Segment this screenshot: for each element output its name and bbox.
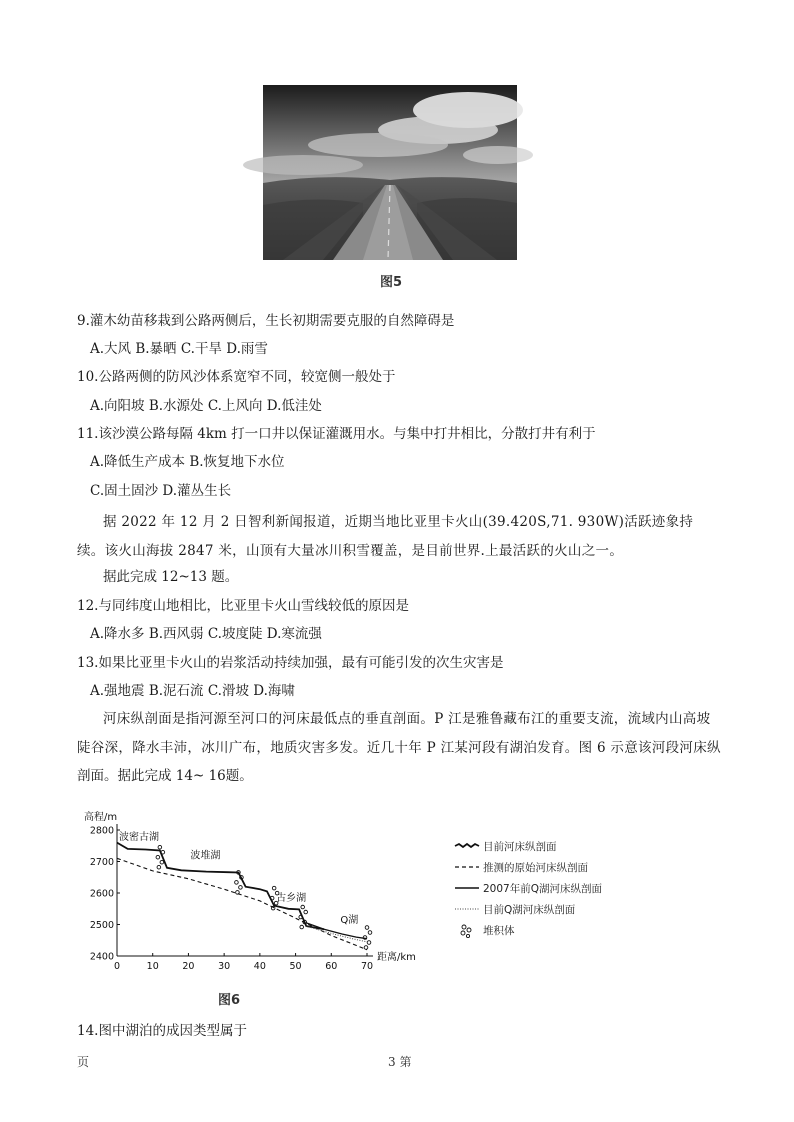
footer-page-number: 3 第	[388, 1055, 412, 1069]
x-tick-label: 30	[218, 961, 231, 972]
question-11-options-line2: C.固土固沙 D.灌丛生长	[90, 483, 232, 499]
figure5-photo	[263, 85, 517, 260]
x-tick-label: 0	[113, 961, 121, 972]
passage-river-line2: 陡谷深，降水丰沛，冰川广布，地质灾害多发。近几十年 P 江某河段有湖泊发育。图 6 示意该河段河床纵	[77, 740, 721, 756]
x-tick-label: 60	[325, 961, 338, 972]
series-line-0	[117, 843, 324, 930]
question-11-stem: 11.该沙漠公路每隔 4km 打一口井以保证灌溉用水。与集中打井相比，分散打井有利于	[77, 426, 596, 442]
question-13-stem: 13.如果比亚里卡火山的岩浆活动持续加强，最有可能引发的次生灾害是	[77, 655, 504, 671]
question-10-options: A.向阳坡 B.水源处 C.上风向 D.低洼处	[90, 398, 322, 414]
x-tick-label: 40	[253, 961, 266, 972]
y-axis-label: 高程/m	[84, 812, 118, 823]
x-axis-label: 距离/km	[377, 952, 416, 963]
deposit-pebble	[364, 946, 368, 950]
question-11-options-line1: A.降低生产成本 B.恢复地下水位	[90, 454, 285, 470]
passage-river-line3: 剖面。据此完成 14~ 16题。	[77, 768, 253, 784]
x-tick-label: 10	[146, 961, 159, 972]
deposit-mark-4	[363, 926, 372, 950]
deposit-pebble	[272, 886, 276, 890]
figure5-caption: 图5	[380, 275, 403, 290]
question-12-options: A.降水多 B.西风弱 C.坡度陡 D.寒流强	[90, 626, 322, 642]
passage-river-line1: 河床纵剖面是指河源至河口的河床最低点的垂直剖面。P 江是雅鲁藏布江的重要支流，流域内山高坡	[103, 711, 711, 727]
series-line-1	[117, 858, 367, 949]
y-tick-label: 2600	[89, 888, 114, 900]
deposit-pebble	[160, 860, 164, 864]
lake-label-3: Q湖	[340, 914, 359, 926]
x-tick-label: 50	[289, 961, 302, 972]
deposit-pebble	[301, 905, 305, 909]
question-12-stem: 12.与同纬度山地相比，比亚里卡火山雪线较低的原因是	[77, 598, 409, 614]
figure6-caption: 图6	[218, 993, 241, 1008]
y-tick-label: 2400	[89, 951, 114, 963]
deposit-mark-1	[235, 871, 244, 895]
lake-label-2: 古乡湖	[276, 892, 307, 904]
deposit-pebble	[236, 891, 240, 895]
x-tick-label: 20	[182, 961, 195, 972]
question-14-stem: 14.图中湖泊的成因类型属于	[77, 1023, 247, 1039]
deposit-pebble	[239, 886, 243, 890]
deposit-pebble	[235, 881, 239, 885]
figure6-chart	[82, 808, 416, 983]
deposit-pebble	[158, 845, 162, 849]
passage-volcano: 据 2022 年 12 月 2 日智利新闻报道，近期当地比亚里卡火山(39.420S,71. 930W)活跃迹象持续。该火山海拔 2847 米，山顶有大量冰川积雪覆盖，是目前世界.上最活跃的火山之一。	[77, 514, 694, 559]
deposit-pebble	[304, 910, 308, 914]
deposit-pebble	[300, 925, 304, 929]
deposit-pebble	[367, 941, 371, 945]
y-tick-label: 2700	[89, 857, 114, 868]
y-tick-label: 2500	[89, 920, 114, 931]
lake-label-0: 波密古湖	[119, 832, 159, 844]
footer-left: 页	[77, 1055, 90, 1069]
question-13-options: A.强地震 B.泥石流 C.滑坡 D.海啸	[90, 683, 295, 699]
question-10-stem: 10.公路两侧的防风沙体系宽窄不同，较宽侧一般处于	[77, 369, 396, 385]
deposit-pebble	[156, 855, 160, 859]
river-profile-svg	[82, 808, 416, 983]
y-tick-label: 2800	[89, 825, 114, 837]
question-9-stem: 9.灌木幼苗移栽到公路两侧后，生长初期需要克服的自然障碍是	[77, 313, 455, 329]
lake-label-1: 波堆湖	[190, 850, 221, 862]
deposit-pebble	[368, 931, 372, 935]
x-tick-label: 70	[360, 961, 374, 972]
deposit-pebble	[365, 926, 369, 930]
passage-volcano-instruction: 据此完成 12~13 题。	[103, 569, 239, 585]
deposit-pebble	[161, 850, 165, 854]
question-9-options: A.大风 B.暴晒 C.干旱 D.雨雪	[90, 341, 268, 357]
deposit-pebble	[157, 865, 161, 869]
